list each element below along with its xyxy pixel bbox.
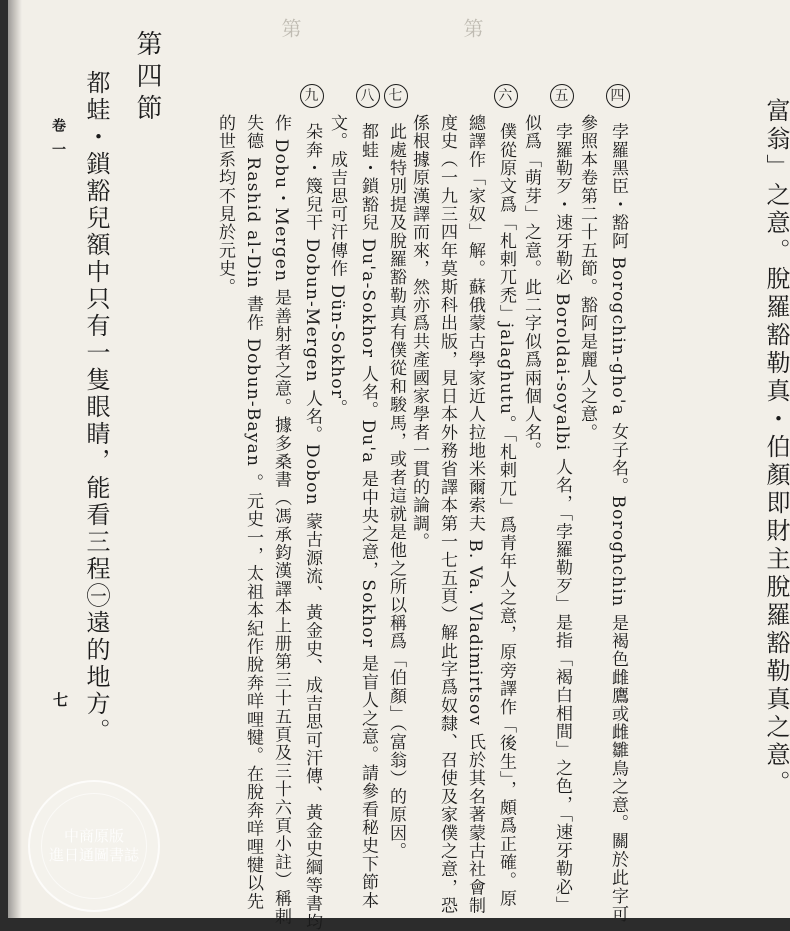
note-line: 孛羅黑臣・豁阿 Borogchin-gho'a 女子名。Boroghchin 是褐色雌鷹或雌雛鳥之意。關於此字可: [608, 122, 628, 924]
note-9-cont: 的世系均不見於元史。: [215, 114, 235, 296]
page-gutter-shadow: [8, 0, 22, 918]
page-number: 七: [51, 692, 69, 707]
watermark-line-2: 進日通圖書誌: [48, 846, 139, 864]
note-4: [606, 84, 630, 923]
note-marker: 九: [300, 84, 324, 108]
book-page: [8, 0, 790, 931]
note-9-cont: 作 Dobu・Mergen 是善射者之意。據多桑書（馮承鈞漢譯本上册第三十五頁及三十六頁小註）稱剌: [271, 114, 291, 926]
note-marker: 四: [606, 84, 630, 108]
note-line: 都蛙・鎖豁兒 Du'a-Sokhor 人名。Du'a 是中央之意，Sokhor 是盲人之意。請參看秘史下節本: [358, 122, 378, 910]
main-text-column: 都蛙・鎖豁兒額中只有一隻眼睛，能看三程㊀遠的地方。: [82, 70, 110, 745]
note-4-cont: 參照本卷第二十五節。豁阿是麗人之意。: [577, 114, 597, 442]
watermark-inner-ring: [41, 793, 147, 899]
note-5-cont: 似爲「萌芽」之意。此二字似爲兩個人名。: [521, 114, 541, 460]
running-head: 卷一: [50, 118, 66, 166]
note-line: 孛羅勒歹・速牙勒必 Boroldai-soyalbi 人名，「孛羅勒歹」是指「褐白相間」之色，「速牙勒必」: [552, 122, 572, 915]
note-7: [384, 84, 408, 860]
note-9-cont: 失德 Rashid al-Din 書作 Dobun-Bayan 。元史一，太祖本紀作脫奔咩哩犍。在脫奔咩哩犍以先: [243, 114, 263, 911]
note-8: [356, 84, 380, 910]
note-8-cont: 文。成吉思可汗傳作 Dün-Sokhor。: [327, 114, 347, 418]
note-line: 朵奔・篾兒干 Dobun-Mergen 人名。Dobon 蒙古源流、黃金史、成吉思可汗傳、黃金史綱等書均: [302, 122, 322, 931]
note-6-cont: 總譯作「家奴」解。蘇俄蒙古學家近人拉地米爾索夫 B. Va. Vladimirtsov 氏於其名著蒙古社會制: [465, 114, 485, 915]
note-9: [300, 84, 324, 931]
note-6-cont: 係根據原漢譯而來，然亦爲共產國家學者一貫的論調。: [409, 114, 429, 551]
note-marker: 五: [550, 84, 574, 108]
note-marker: 六: [494, 84, 518, 108]
watermark-line-1: 中商原版: [63, 826, 124, 845]
bleed-through-text: 第: [460, 18, 484, 38]
bleed-through-text: 第: [278, 18, 302, 38]
note-5: [550, 84, 574, 914]
right-edge-column: 富翁」之意。脫羅豁勒真・伯顏即財主脫羅豁勒真之意。: [762, 98, 790, 798]
note-6-cont: 度史（一九三四年莫斯科出版，見日本外務省譯本第一七五頁）解此字爲奴隸、召使及家僕之意，恐: [437, 114, 457, 915]
note-marker: 八: [356, 84, 380, 108]
note-marker: 七: [384, 84, 408, 108]
note-line: 僕從原文爲「札剌兀禿」jalaghutu。「札剌兀」爲青年人之意，原旁譯作「後生」，頗爲正確。原: [496, 122, 516, 908]
watermark-stamp: [28, 780, 160, 912]
section-title: 第四節: [132, 30, 162, 126]
note-6: [494, 84, 518, 908]
note-line: 此處特別提及脫羅豁勒真有僕從和駿馬，或者這就是他之所以稱爲「伯顏」（富翁）的原因。: [386, 122, 406, 861]
